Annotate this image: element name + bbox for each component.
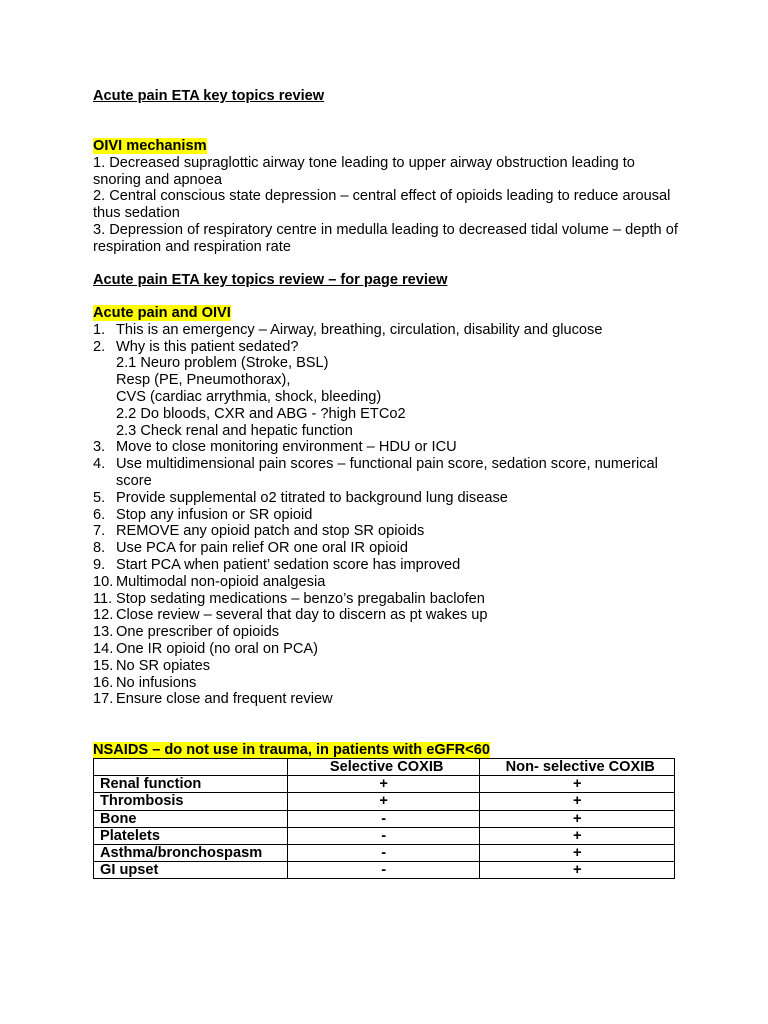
column-header: Selective COXIB [287,759,480,776]
row-label: Bone [94,810,288,827]
table-row [94,776,675,793]
list-item: 5. Provide supplemental o2 titrated to background lung disease [93,489,508,506]
sub-item: 2.1 Neuro problem (Stroke, BSL) [116,355,329,372]
sub-item: 2.2 Do bloods, CXR and ABG - ?high ETCo2 [116,405,406,422]
row-label: GI upset [94,862,288,879]
doc-title: Acute pain ETA key topics review [93,88,325,104]
table-cell: + [480,793,675,810]
acute-list [93,322,683,708]
table-cell: - [287,827,480,844]
list-item: 14. One IR opioid (no oral on PCA) [93,640,318,657]
list-item: 8. Use PCA for pain relief OR one oral IR opioid [93,540,409,557]
list-item: 3. Move to close monitoring environment – HDU or ICU [93,439,457,456]
list-item: 1. This is an emergency – Airway, breathing, circulation, disability and glucose [93,321,603,338]
sub-item: 2.3 Check renal and hepatic function [116,422,353,439]
row-label: Thrombosis [94,793,288,810]
nsaids-heading: NSAIDS – do not use in trauma, in patients with eGFR<60 [93,742,490,758]
table-row [94,793,675,810]
table-row [94,845,675,862]
column-header: Non- selective COXIB [480,759,675,776]
list-item: 2. Why is this patient sedated? 2.1 Neuro problem (Stroke, BSL) Resp (PE, Pneumothorax), CVS (cardiac arrythmia, shock, bleeding) 2.2 Do bloods, CXR and ABG - ?high ETCo2 2.3 Check renal and hepatic function [93,339,683,440]
nsaids-heading-line [93,742,683,759]
oivi-item: 1. Decreased supraglottic airway tone leading to upper airway obstruction leading to snoring and apnoea [93,154,635,188]
oivi-heading: OIVI mechanism [93,138,207,154]
list-item: 16. No infusions [93,674,197,691]
table-header-row [94,759,675,776]
table-cell: - [287,862,480,879]
list-item: 12. Close review – several that day to discern as pt wakes up [93,607,488,624]
table-cell: + [480,810,675,827]
table-row [94,827,675,844]
table-cell: + [480,862,675,879]
table-cell: - [287,845,480,862]
list-item: 17. Ensure close and frequent review [93,691,333,708]
row-label: Asthma/bronchospasm [94,845,288,862]
oivi-item: 3. Depression of respiratory centre in medulla leading to decreased tidal volume – depth of respiration and respiration rate [93,221,678,255]
list-item: 13. One prescriber of opioids [93,624,280,641]
table-cell: + [287,776,480,793]
table-cell: + [480,776,675,793]
section-title: Acute pain ETA key topics review – for page review [93,272,448,288]
row-label: Renal function [94,776,288,793]
acute-section [93,305,683,708]
list-item: 11. Stop sedating medications – benzo’s pregabalin baclofen [93,590,485,607]
sub-item: CVS (cardiac arrythmia, shock, bleeding) [116,388,382,405]
list-item: 15. No SR opiates [93,657,211,674]
acute-heading: Acute pain and OIVI [93,305,231,321]
list-item: 4. Use multidimensional pain scores – functional pain score, sedation score, numerical score [93,456,658,489]
nsaids-table [93,758,675,879]
table-cell: + [287,793,480,810]
list-item: 6. Stop any infusion or SR opioid [93,506,313,523]
oivi-section [93,138,683,256]
table-cell: + [480,827,675,844]
row-label: Platelets [94,827,288,844]
column-header [94,759,288,776]
sub-item: Resp (PE, Pneumothorax), [116,372,291,389]
table-cell: + [480,845,675,862]
table-row [94,862,675,879]
list-item: 7. REMOVE any opioid patch and stop SR opioids [93,523,425,540]
table-row [94,810,675,827]
oivi-item: 2. Central conscious state depression – central effect of opioids leading to reduce arousal thus sedation [93,188,671,222]
table-cell: - [287,810,480,827]
list-item: 9. Start PCA when patient’ sedation score has improved [93,556,461,573]
list-item: 10. Multimodal non-opioid analgesia [93,573,326,590]
